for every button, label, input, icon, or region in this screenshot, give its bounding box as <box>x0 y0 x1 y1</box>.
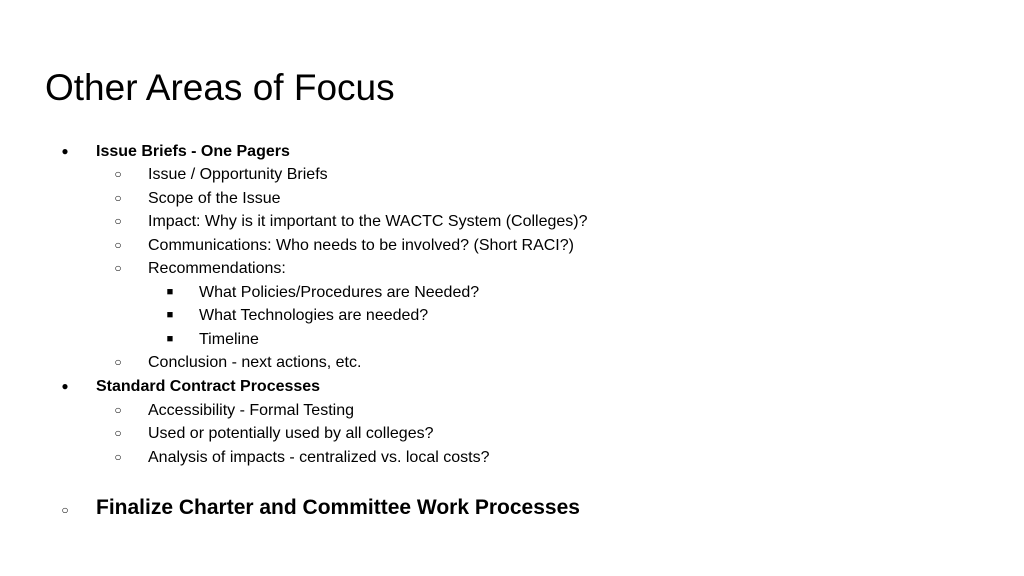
bullet-icon: ■ <box>166 333 174 345</box>
bullet-icon: ● <box>61 379 69 393</box>
list-item-text: Standard Contract Processes <box>96 378 321 395</box>
bullet-icon: ○ <box>114 167 122 181</box>
list-item-text: Conclusion - next actions, etc. <box>148 354 362 371</box>
list-item-text: Timeline <box>199 331 259 348</box>
list-item-text: Scope of the Issue <box>148 190 281 207</box>
bullet-icon: ○ <box>114 238 122 252</box>
list-item-text: Impact: Why is it important to the WACTC System (Colleges)? <box>148 213 588 230</box>
final-item-text: Finalize Charter and Committee Work Processes <box>96 496 580 519</box>
list-item-text: Accessibility - Formal Testing <box>148 402 354 419</box>
bullet-icon: ○ <box>114 426 122 440</box>
bullet-icon: ■ <box>166 286 174 298</box>
bullet-icon: ■ <box>166 309 174 321</box>
bullet-icon: ○ <box>114 214 122 228</box>
list-item-text: Used or potentially used by all colleges? <box>148 425 434 442</box>
list-item-text: Analysis of impacts - centralized vs. local costs? <box>148 449 490 466</box>
list-item-text: Recommendations: <box>148 260 286 277</box>
bullet-icon: ○ <box>114 355 122 369</box>
list-item-text: What Policies/Procedures are Needed? <box>199 284 480 301</box>
bullet-icon: ● <box>61 144 69 158</box>
bullet-icon: ○ <box>114 261 122 275</box>
slide-title: Other Areas of Focus <box>45 67 395 108</box>
list-item-text: Issue / Opportunity Briefs <box>148 166 328 183</box>
bullet-icon: ○ <box>114 191 122 205</box>
list-item-text: Issue Briefs - One Pagers <box>96 143 290 160</box>
bullet-icon: ○ <box>114 403 122 417</box>
list-item-text: Communications: Who needs to be involved? (Short RACI?) <box>148 237 574 254</box>
bullet-icon: ○ <box>114 450 122 464</box>
bullet-icon: ○ <box>61 503 69 517</box>
list-item-text: What Technologies are needed? <box>199 307 429 324</box>
